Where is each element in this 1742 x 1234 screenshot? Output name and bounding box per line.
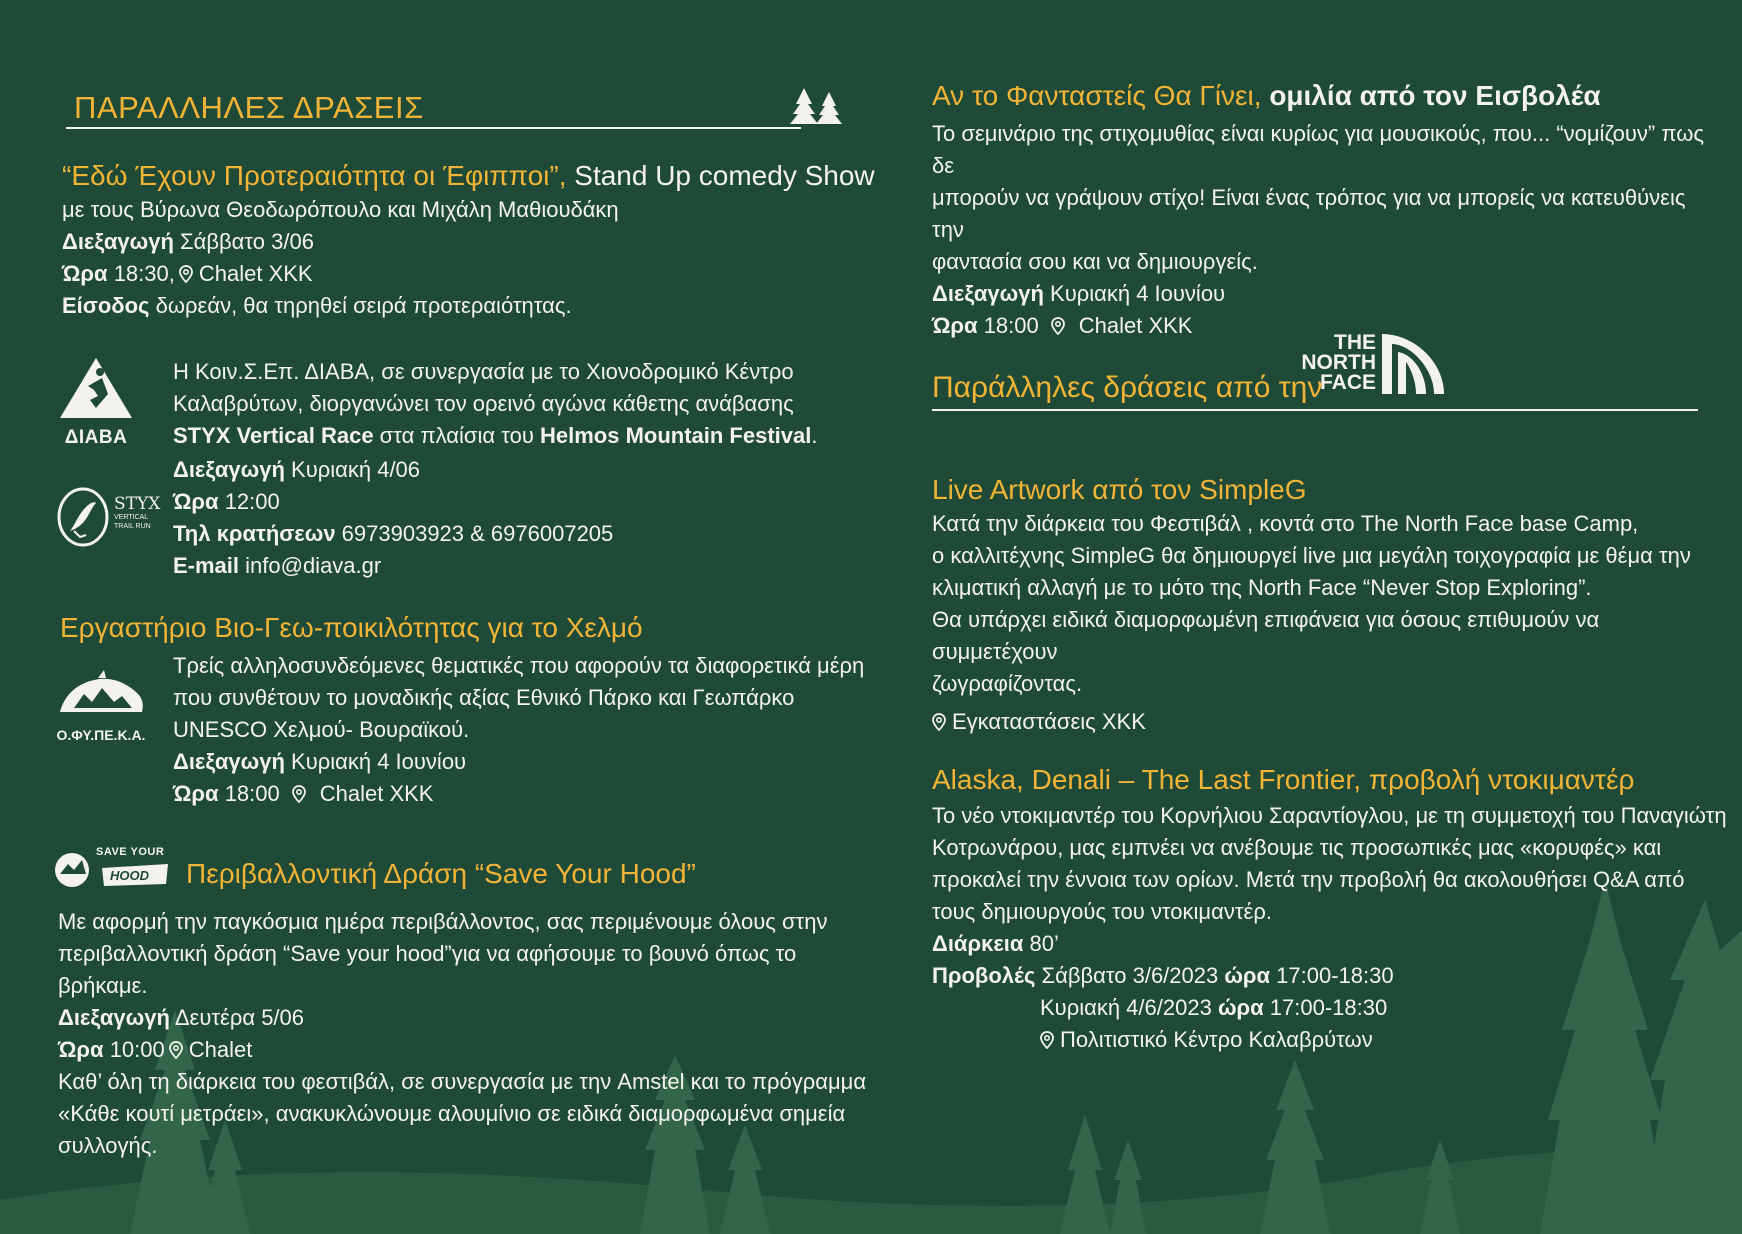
talk-event (932, 78, 1722, 342)
hood-badge-bottom: HOOD (110, 868, 149, 883)
workshop-time-value: 18:00 (218, 781, 280, 806)
diava-phone-value: 6973903923 & 6976007205 (335, 521, 614, 546)
mountain-logo-icon (58, 356, 134, 420)
film-screening-2-label: ώρα (1217, 995, 1264, 1020)
talk-location: Chalet ΧΚΚ (1078, 313, 1193, 338)
film-desc-3: προκαλεί την έννοια των ορίων. Μετά την προβολή θα ακολουθήσει Q&A από (932, 867, 1685, 892)
film-desc-1: Το νέο ντοκιμαντέρ του Κορνήλιου Σαραντίογλου, με τη συμμετοχή του Παναγιώτη (932, 803, 1727, 828)
workshop-date-value: Κυριακή 4 Ιουνίου (284, 749, 467, 774)
comedy-event (62, 158, 882, 322)
film-screening-1-time: 17:00-18:30 (1270, 963, 1394, 988)
film-desc-2: Κοτρωνάρου, μας εμπνέει να ανέβουμε τις προσωπικές μας «κορυφές» και (932, 835, 1662, 860)
north-face-heading: Παράλληλες δράσεις από την (932, 371, 1323, 404)
north-face-dome-icon (1380, 332, 1446, 396)
talk-desc-3: φαντασία σου και να δημιουργείς. (932, 249, 1258, 274)
diava-time-label: Ώρα (173, 489, 219, 514)
hood-badge-top: SAVE YOUR (96, 846, 165, 858)
comedy-time-value: 18:30, (107, 261, 175, 286)
diava-festival-name: Helmos Mountain Festival (539, 423, 812, 448)
styx-logo-sub2: TRAIL RUN (114, 523, 151, 530)
ofypeka-logo (54, 668, 148, 752)
diava-desc-2: Καλαβρύτων, διοργανώνει τον ορεινό αγώνα κάθετης ανάβασης (173, 391, 794, 416)
diava-event (173, 356, 873, 582)
north-face-logo-line1: THE (1334, 331, 1376, 354)
talk-title-gold: Αν το Φανταστείς Θα Γίνει, (932, 80, 1262, 111)
north-face-underline (932, 409, 1698, 411)
workshop-desc-2: που συνθέτουν το μοναδικής αξίας Εθνικό Πάρκο και Γεωπάρκο (173, 685, 795, 710)
north-face-logo-line3: FACE (1319, 371, 1376, 394)
film-screening-1-date: Σάββατο 3/6/2023 (1035, 963, 1225, 988)
film-location: Πολιτιστικό Κέντρο Καλαβρύτων (1060, 1027, 1373, 1052)
diava-date-label: Διεξαγωγή (173, 457, 285, 482)
hood-desc-1: Με αφορμή την παγκόσμια ημέρα περιβάλλοντος, σας περιμένουμε όλους στην (58, 909, 828, 934)
location-pin-icon (1051, 317, 1065, 335)
talk-date-label: Διεξαγωγή (932, 281, 1044, 306)
location-pin-icon (179, 265, 193, 283)
film-duration-label: Διάρκεια (932, 931, 1024, 956)
artwork-location: Εγκαταστάσεις ΧΚΚ (952, 709, 1146, 734)
diava-date-value: Κυριακή 4/06 (284, 457, 421, 482)
comedy-title-gold: “Εδώ Έχουν Προτεραιότητα οι Έφιπποι”, (62, 160, 567, 191)
hood-extra-2: «Κάθε κουτί μετράει», ανακυκλώνουμε αλουμίνιο σε ειδικά διαμορφωμένα σημεία (58, 1101, 846, 1126)
location-pin-icon (1040, 1031, 1054, 1049)
hood-time-value: 10:00 (103, 1037, 165, 1062)
artwork-desc-4: Θα υπάρχει ειδικά διαμορφωμένη επιφάνεια για όσους επιθυμούν να συμμετέχουν (932, 607, 1600, 664)
talk-title (932, 78, 1722, 114)
hood-time-label: Ώρα (58, 1037, 104, 1062)
workshop-location: Chalet ΧΚΚ (319, 781, 434, 806)
film-desc-4: τους δημιουργούς του ντοκιμαντέρ. (932, 899, 1272, 924)
film-screening-1-label: ώρα (1224, 963, 1271, 988)
ofypeka-emblem-icon (54, 668, 148, 718)
hood-date-value: Δευτέρα 5/06 (169, 1005, 305, 1030)
save-your-hood-badge (52, 846, 174, 892)
hood-extra-1: Καθ’ όλη τη διάρκεια του φεστιβάλ, σε συνεργασία με την Amstel και το πρόγραμμα (58, 1069, 867, 1094)
north-face-logo-line2: NORTH (1301, 351, 1376, 374)
film-screening-2-time: 17:00-18:30 (1263, 995, 1388, 1020)
hood-location: Chalet (188, 1037, 253, 1062)
styx-logo-sub1: VERTICAL (114, 514, 149, 521)
workshop-desc-3: UNESCO Χελμού- Βουραϊκού. (173, 717, 470, 742)
workshop-time-label: Ώρα (173, 781, 219, 806)
comedy-subtitle: με τους Βύρωνα Θεοδωρόπουλο και Μιχάλη Μαθιουδάκη (62, 197, 619, 222)
hood-extra-3: συλλογής. (58, 1133, 158, 1158)
film-screenings-label: Προβολές (932, 963, 1036, 988)
hood-desc-2: περιβαλλοντική δράση “Save your hood”για να αφήσουμε το βουνό όπως το βρήκαμε. (58, 941, 797, 998)
comedy-time-label: Ώρα (62, 261, 108, 286)
location-pin-icon (932, 713, 946, 731)
artwork-desc-3: κλιματική αλλαγή με το μότο της North Face “Never Stop Exploring”. (932, 575, 1592, 600)
hood-title: Περιβαλλοντική Δράση “Save Your Hood” (186, 858, 696, 889)
film-title: Alaska, Denali – The Last Frontier, προβολή ντοκιμαντέρ (932, 764, 1635, 795)
comedy-location: Chalet ΧΚΚ (198, 261, 313, 286)
workshop-event (173, 650, 873, 810)
diava-email-label: E-mail (173, 553, 240, 578)
talk-desc-2: μπορούν να γράψουν στίχο! Είναι ένας τρόπος για να μπορείς να κατευθύνεις την (932, 185, 1686, 242)
section-title: ΠΑΡΑΛΛΗΛΕΣ ΔΡΑΣΕΙΣ (74, 90, 424, 125)
diava-race-name: STYX Vertical Race (173, 423, 374, 448)
section-title-underline (66, 127, 801, 129)
diava-logo-text: ΔΙΑΒΑ (64, 427, 128, 448)
artwork-event (932, 472, 1722, 738)
artwork-desc-2: ο καλλιτέχνης SimpleG θα δημιουργεί live μια μεγάλη τοιχογραφία με θέμα την (932, 543, 1691, 568)
talk-time-value: 18:00 (977, 313, 1039, 338)
diava-phone-label: Τηλ κρατήσεων (173, 521, 336, 546)
talk-date-value: Κυριακή 4 Ιουνίου (1043, 281, 1226, 306)
location-pin-icon (292, 785, 306, 803)
artwork-desc-1: Κατά την διάρκεια του Φεστιβάλ , κοντά στο The North Face base Camp, (932, 511, 1639, 536)
comedy-entry-label: Είσοδος (62, 293, 150, 318)
diava-email-value: info@diava.gr (239, 553, 382, 578)
comedy-date-value: Σάββατο 3/06 (173, 229, 314, 254)
comedy-title (62, 158, 882, 194)
hood-date-label: Διεξαγωγή (58, 1005, 170, 1030)
workshop-desc-1: Τρείς αλληλοσυνδεόμενες θεματικές που αφορούν τα διαφορετικά μέρη (173, 653, 865, 678)
pine-trees-icon (788, 84, 844, 130)
artwork-desc-5: ζωγραφίζοντας. (932, 671, 1083, 696)
location-pin-icon (169, 1041, 183, 1059)
styx-logo-title: STYX (114, 494, 161, 514)
styx-emblem-icon (56, 487, 110, 547)
comedy-entry-value: δωρεάν, θα τηρηθεί σειρά προτεραιότητας. (149, 293, 572, 318)
styx-logo (56, 487, 164, 547)
film-duration-value: 80’ (1023, 931, 1059, 956)
film-event (932, 762, 1732, 1056)
comedy-title-white: Stand Up comedy Show (566, 160, 875, 191)
talk-desc-1: Το σεμινάριο της στιχομυθίας είναι κυρίως για μουσικούς, που... “νομίζουν” πως δε (932, 121, 1705, 178)
diava-desc-1: Η Κοιν.Σ.Επ. ΔΙΑΒΑ, σε συνεργασία με το Χιονοδρομικό Κέντρο (173, 359, 794, 384)
ofypeka-logo-text: Ο.ΦΥ.ΠΕ.Κ.Α. (56, 727, 146, 743)
north-face-logo (1301, 330, 1454, 406)
film-screening-2-date: Κυριακή 4/6/2023 (1040, 995, 1218, 1020)
diava-desc-3-end: . (811, 423, 818, 448)
hood-event (58, 906, 878, 1162)
artwork-title: Live Artwork από τον SimpleG (932, 474, 1307, 505)
diava-logo (58, 356, 134, 448)
diava-desc-3-mid: στα πλαίσια του (373, 423, 540, 448)
diava-time-value: 12:00 (218, 489, 280, 514)
workshop-date-label: Διεξαγωγή (173, 749, 285, 774)
styx-logo-label (114, 495, 160, 531)
talk-time-label: Ώρα (932, 313, 978, 338)
comedy-date-label: Διεξαγωγή (62, 229, 174, 254)
workshop-title: Εργαστήριο Βιο-Γεω-ποικιλότητας για το Χελμό (60, 612, 643, 643)
talk-title-white: ομιλία από τον Εισβολέα (1261, 80, 1601, 111)
